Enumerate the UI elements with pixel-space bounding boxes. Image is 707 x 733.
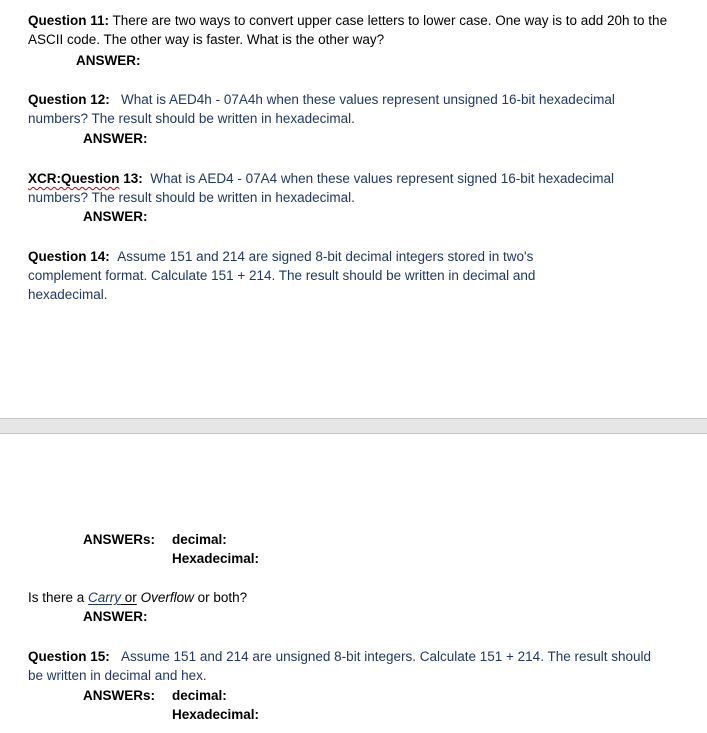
question-12-answer-label: ANSWER: bbox=[83, 131, 148, 146]
question-14-answers-label: ANSWERs: bbox=[83, 532, 156, 547]
carry-question-or: or bbox=[121, 590, 137, 605]
page-break bbox=[0, 418, 707, 434]
question-13-prefix: XCR:Question bbox=[28, 171, 120, 186]
question-15-answers-label: ANSWERs: bbox=[83, 688, 156, 703]
carry-question-part4: or both? bbox=[193, 590, 248, 605]
question-12-text: What is AED4h - 07A4h when these values represent unsigned 16-bit hexadecimal numbers? The result should be written in hexadecimal. bbox=[28, 92, 615, 126]
question-15-hex-label: Hexadecimal: bbox=[172, 707, 260, 722]
question-11-text: There are two ways to convert upper case letters to lower case. One way is to add 20h to the ASCII code. The other way is faster. What is the other way? bbox=[28, 13, 668, 47]
question-14-decimal-label: decimal: bbox=[172, 532, 227, 547]
question-15-text: Assume 151 and 214 are unsigned 8-bit integers. Calculate 151 + 214. The result should be written in decimal and hex. bbox=[28, 649, 652, 683]
question-12-label: Question 12: bbox=[28, 92, 110, 107]
document-page-2 bbox=[0, 434, 707, 733]
question-13 bbox=[28, 169, 668, 207]
carry-question-part1: Is there a bbox=[28, 590, 89, 605]
carry-word: Carry bbox=[88, 590, 122, 605]
question-15-decimal-label: decimal: bbox=[172, 688, 227, 703]
question-13-answer-label: ANSWER: bbox=[83, 209, 148, 224]
question-11 bbox=[28, 11, 668, 49]
question-11-label: Question 11: bbox=[28, 13, 110, 28]
question-15-label: Question 15: bbox=[28, 649, 110, 664]
question-14-label: Question 14: bbox=[28, 249, 110, 264]
question-11-answer-label: ANSWER: bbox=[76, 53, 141, 68]
overflow-word: Overflow bbox=[140, 590, 194, 605]
question-13-label-number: 13: bbox=[119, 171, 143, 186]
carry-overflow-answer-label: ANSWER: bbox=[83, 609, 148, 624]
question-12 bbox=[28, 90, 668, 128]
question-14-hex-label: Hexadecimal: bbox=[172, 551, 260, 566]
question-15 bbox=[28, 647, 658, 685]
question-13-text: What is AED4 - 07A4 when these values represent signed 16-bit hexadecimal numbers? The result should be written in hexadecimal. bbox=[28, 171, 615, 205]
question-14 bbox=[28, 247, 603, 304]
carry-overflow-question bbox=[28, 588, 247, 607]
question-14-text: Assume 151 and 214 are signed 8-bit decimal integers stored in two's complement format. Calculate 151 + 214. The result should be written in decimal and hexadecimal. bbox=[28, 249, 536, 302]
